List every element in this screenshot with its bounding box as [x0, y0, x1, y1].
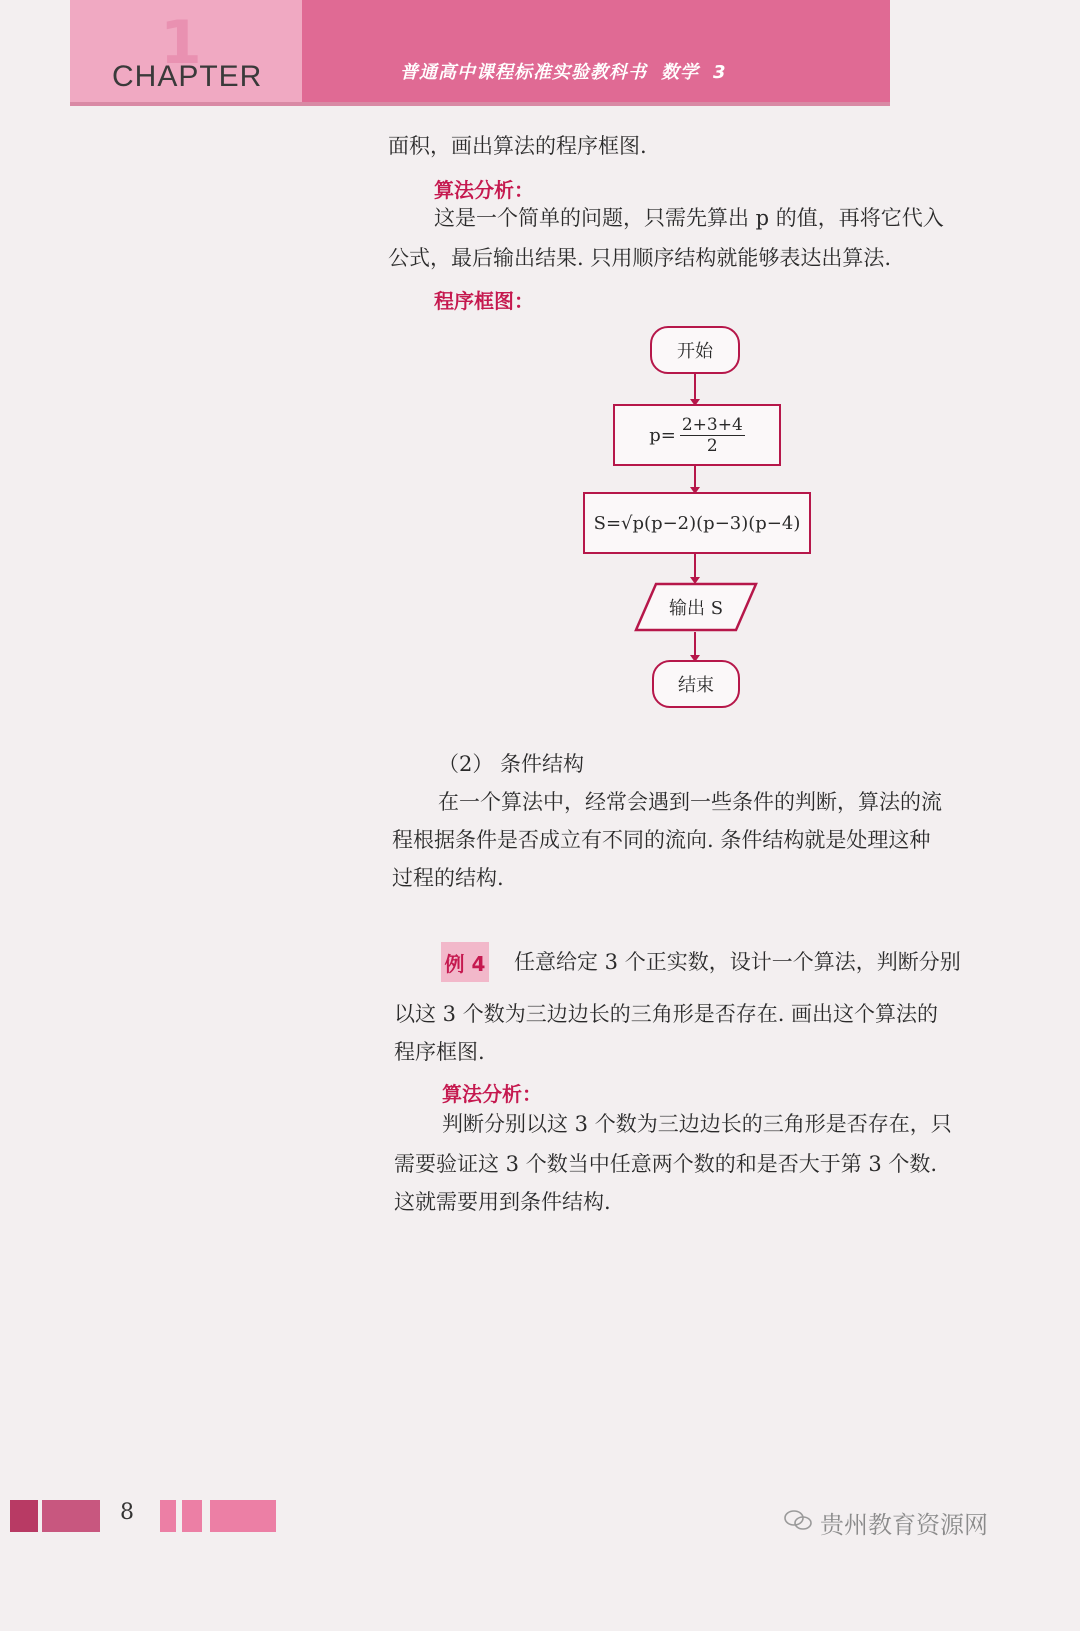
subject-name: 数学 — [661, 62, 699, 83]
flowchart-heading: 程序框图： — [434, 289, 534, 313]
text-line: 需要验证这 3 个数当中任意两个数的和是否大于第 3 个数. — [394, 1152, 938, 1176]
flow-process-p — [613, 404, 781, 466]
text-line: 以这 3 个数为三边边长的三角形是否存在. 画出这个算法的 — [394, 1002, 939, 1026]
text-line: 过程的结构. — [392, 866, 504, 890]
series-title — [400, 58, 727, 84]
output-label: 输出 S — [668, 598, 724, 619]
flow-arrow — [694, 554, 696, 582]
volume-number: 3 — [713, 62, 727, 83]
p-denominator: 2 — [706, 435, 718, 456]
text-line: 面积，画出算法的程序框图. — [388, 134, 647, 158]
watermark-text: 贵州教育资源网 — [820, 1511, 988, 1539]
text-line: 判断分别以这 3 个数为三边边长的三角形是否存在，只 — [442, 1112, 952, 1136]
chapter-header — [70, 0, 890, 102]
example-badge: 例 4 — [441, 942, 489, 982]
p-label: p= — [649, 424, 676, 446]
flow-output — [634, 582, 758, 632]
flow-process-s: S=√p(p−2)(p−3)(p−4) — [583, 492, 811, 554]
flow-arrow — [694, 374, 696, 404]
section-heading: （2） 条件结构 — [438, 752, 585, 776]
footer-stripe — [160, 1500, 176, 1532]
text-line: 这是一个简单的问题，只需先算出 p 的值，再将它代入 — [434, 206, 944, 230]
flow-start: 开始 — [650, 326, 740, 374]
text-line: 程序框图. — [394, 1040, 485, 1064]
footer-stripe — [210, 1500, 276, 1532]
footer-stripe — [42, 1500, 100, 1532]
text-line: 这就需要用到条件结构. — [394, 1190, 611, 1214]
p-fraction — [680, 415, 745, 456]
footer-stripe — [182, 1500, 202, 1532]
text-line: 程根据条件是否成立有不同的流向. 条件结构就是处理这种 — [392, 828, 931, 852]
chapter-label: CHAPTER — [112, 60, 263, 93]
analysis-heading: 算法分析： — [442, 1082, 542, 1106]
flow-end: 结束 — [652, 660, 740, 708]
series-name: 普通高中课程标准实验教科书 — [400, 62, 647, 83]
chapter-number: 1 — [160, 8, 202, 78]
p-numerator: 2+3+4 — [681, 414, 743, 435]
text-line: 任意给定 3 个正实数，设计一个算法，判断分别 — [514, 950, 961, 974]
text-line: 在一个算法中，经常会遇到一些条件的判断，算法的流 — [438, 790, 942, 814]
footer-stripe — [10, 1500, 38, 1532]
flowchart — [570, 320, 850, 740]
flow-arrow — [694, 632, 696, 660]
chapter-tab — [70, 0, 302, 102]
wechat-icon — [783, 1508, 813, 1532]
page-number: 8 — [120, 1500, 134, 1525]
text-line: 公式，最后输出结果. 只用顺序结构就能够表达出算法. — [388, 246, 892, 270]
analysis-heading: 算法分析： — [434, 178, 534, 202]
flow-arrow — [694, 466, 696, 492]
